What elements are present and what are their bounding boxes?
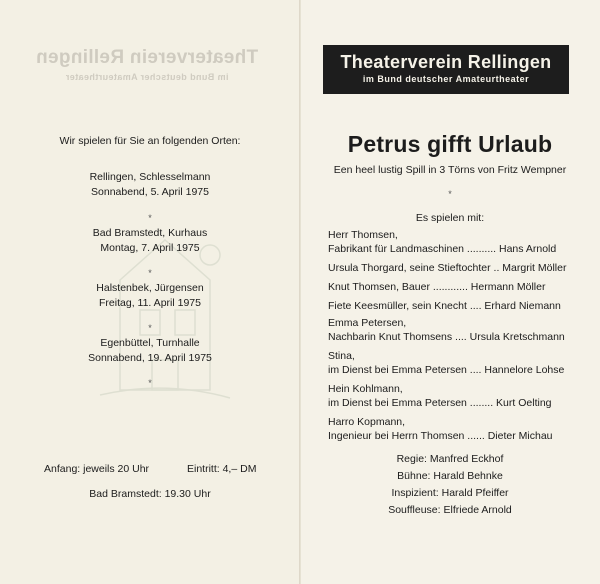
cast-line: Knut Thomsen, Bauer ............ Hermann Möller bbox=[328, 281, 546, 293]
cast-line: Fiete Keesmüller, sein Knecht .... Erhard Niemann bbox=[328, 300, 561, 312]
play-subtitle: Een heel lustig Spill in 3 Törns von Fritz Wempner bbox=[333, 164, 567, 176]
banner-subtitle: im Bund deutscher Amateurtheater bbox=[362, 74, 530, 84]
theater-banner bbox=[323, 45, 569, 94]
venue-place: Egenbüttel, Turnhalle bbox=[100, 337, 200, 349]
play-title: Petrus gifft Urlaub bbox=[347, 131, 553, 157]
cast-line: Harro Kopmann, bbox=[328, 416, 406, 428]
venue-place: Bad Bramstedt, Kurhaus bbox=[92, 227, 208, 239]
cast-line: Ingenieur bei Herrn Thomsen ...... Dieter Michau bbox=[328, 430, 553, 442]
cast-line: Emma Petersen, bbox=[328, 317, 407, 329]
cast-heading: Es spielen mit: bbox=[415, 212, 485, 224]
cast-line: Hein Kohlmann, bbox=[328, 383, 403, 395]
separator-star: * bbox=[148, 323, 152, 333]
venue-halstenbek bbox=[0, 281, 300, 311]
cast-line: Nachbarin Knut Thomsens .... Ursula Kretschmann bbox=[328, 331, 565, 343]
start-time: Anfang: jeweils 20 Uhr bbox=[44, 463, 150, 475]
venue-date: Sonnabend, 5. April 1975 bbox=[91, 186, 209, 198]
venue-date: Sonnabend, 19. April 1975 bbox=[88, 352, 212, 364]
banner-title: Theaterverein Rellingen bbox=[340, 52, 552, 72]
cast-line: im Dienst bei Emma Petersen ........ Kurt Oelting bbox=[328, 397, 552, 409]
bleed-through-subtitle: im Bund deutscher Amateurtheater bbox=[65, 72, 229, 82]
venue-place: Rellingen, Schlesselmann bbox=[89, 171, 211, 183]
cast-line: Fabrikant für Landmaschinen .......... Hans Arnold bbox=[328, 243, 557, 255]
venue-date: Montag, 7. April 1975 bbox=[100, 242, 200, 254]
bleed-through-title: Theaterverein Rellingen bbox=[35, 47, 259, 68]
separator-star: * bbox=[448, 189, 452, 199]
crew-director: Regie: Manfred Eckhof bbox=[396, 453, 504, 465]
separator-star: * bbox=[148, 268, 152, 278]
bad-bramstedt-time: Bad Bramstedt: 19.30 Uhr bbox=[89, 488, 211, 500]
venue-rellingen bbox=[0, 170, 300, 200]
crew-stage: Bühne: Harald Behnke bbox=[397, 470, 503, 482]
crew-prompter: Souffleuse: Elfriede Arnold bbox=[388, 504, 512, 516]
venue-bad-bramstedt bbox=[0, 226, 300, 256]
venue-date: Freitag, 11. April 1975 bbox=[99, 297, 201, 309]
crew-stage-manager: Inspizient: Harald Pfeiffer bbox=[391, 487, 509, 499]
venue-egenbuettel bbox=[0, 336, 300, 366]
venue-place: Halstenbek, Jürgensen bbox=[96, 282, 204, 294]
cast-line: im Dienst bei Emma Petersen .... Hannelore Lohse bbox=[328, 364, 565, 376]
cast-line: Herr Thomsen, bbox=[328, 229, 398, 241]
admission-price: Eintritt: 4,– DM bbox=[187, 463, 257, 475]
cast-line: Ursula Thorgard, seine Stieftochter .. Margrit Möller bbox=[328, 262, 567, 274]
venues-intro: Wir spielen für Sie an folgenden Orten: bbox=[59, 135, 241, 147]
cast-line: Stina, bbox=[328, 350, 355, 362]
separator-star: * bbox=[148, 213, 152, 223]
bleed-through-banner bbox=[22, 46, 272, 94]
separator-star: * bbox=[148, 378, 152, 388]
